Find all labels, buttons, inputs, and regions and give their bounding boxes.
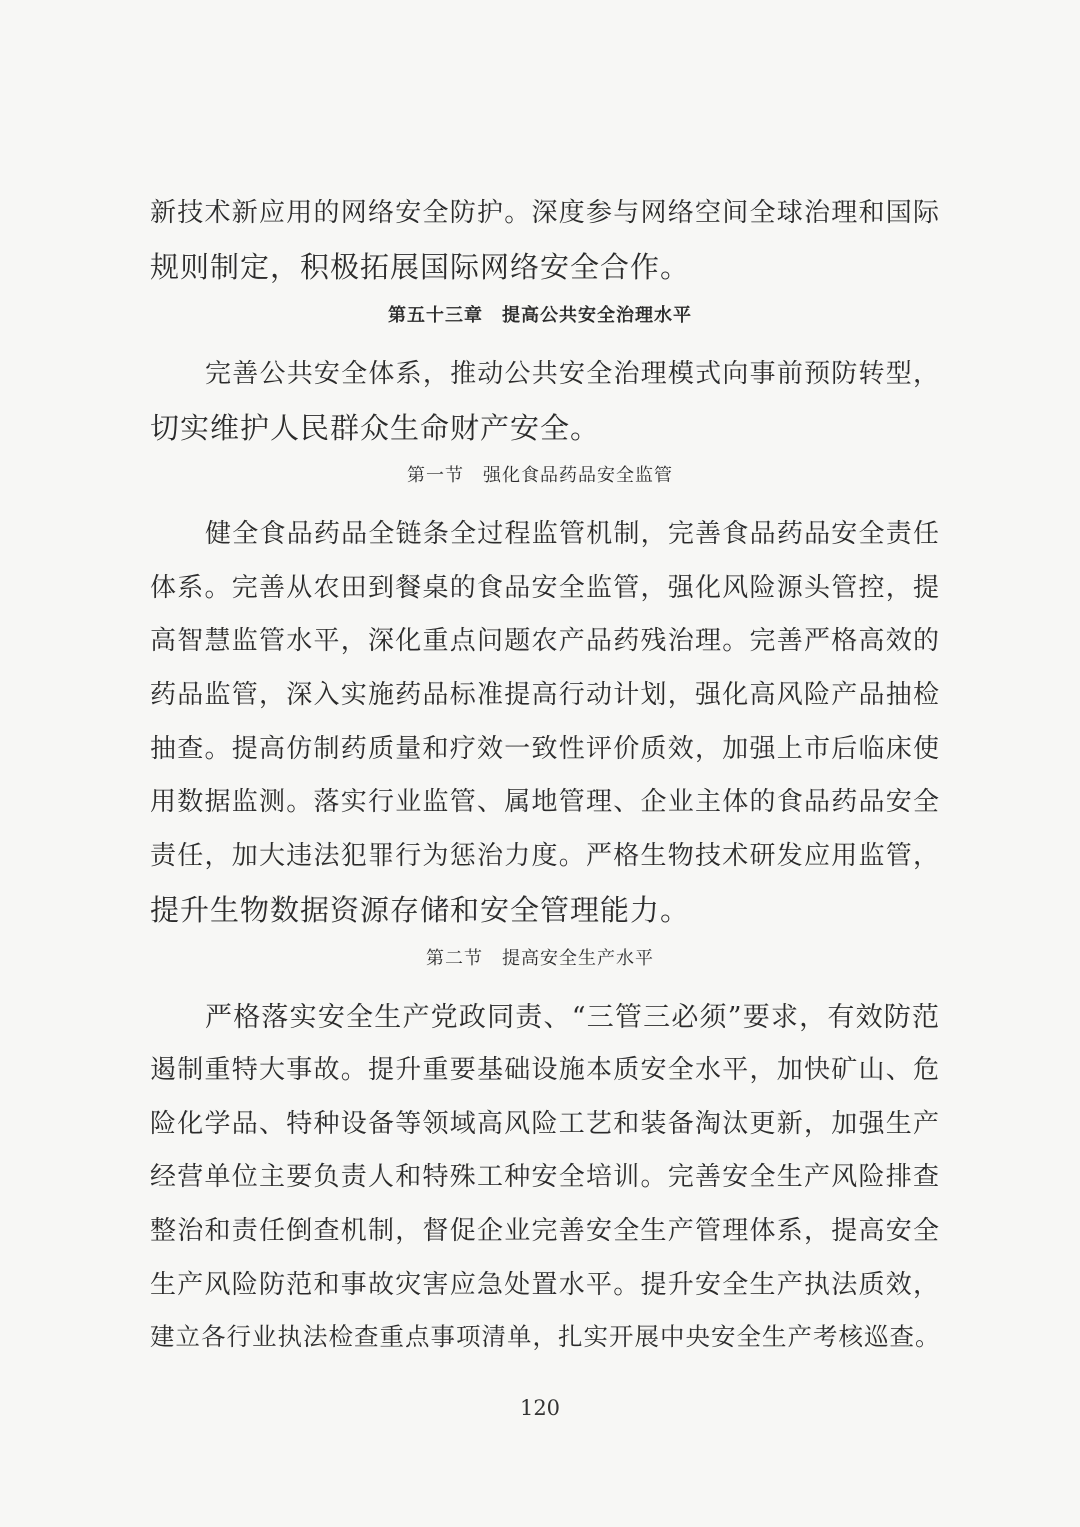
paragraph-line: 新技术新应用的网络安全防护。深度参与网络空间全球治理和国际 <box>150 198 940 228</box>
paragraph-line: 药品监管，深入实施药品标准提高行动计划，强化高风险产品抽检 <box>150 680 940 710</box>
paragraph-line: 体系。完善从农田到餐桌的食品安全监管，强化风险源头管控，提 <box>150 573 940 603</box>
paragraph-line: 切实维护人民群众生命财产安全。 <box>150 411 601 445</box>
paragraph-line: 经营单位主要负责人和特殊工种安全培训。完善安全生产风险排查 <box>150 1162 940 1192</box>
paragraph-line: 责任，加大违法犯罪行为惩治力度。严格生物技术研发应用监管， <box>150 841 940 871</box>
paragraph-line: 整治和责任倒查机制，督促企业完善安全生产管理体系，提高安全 <box>150 1216 940 1246</box>
paragraph-line: 规则制定，积极拓展国际网络安全合作。 <box>150 250 691 284</box>
section-heading: 第一节 强化食品药品安全监管 <box>407 465 673 486</box>
paragraph-line: 健全食品药品全链条全过程监管机制，完善食品药品安全责任 <box>205 519 940 549</box>
paragraph-line: 用数据监测。落实行业监管、属地管理、企业主体的食品药品安全 <box>150 787 940 817</box>
chapter-heading: 第五十三章 提高公共安全治理水平 <box>388 305 692 326</box>
paragraph-line: 严格落实安全生产党政同责、“三管三必须”要求，有效防范 <box>205 1002 940 1033</box>
paragraph-line: 完善公共安全体系，推动公共安全治理模式向事前预防转型， <box>205 359 940 389</box>
page-number: 120 <box>519 1396 561 1420</box>
paragraph-line: 抽查。提高仿制药质量和疗效一致性评价质效，加强上市后临床使 <box>150 734 940 764</box>
paragraph-line: 提升生物数据资源存储和安全管理能力。 <box>150 893 691 927</box>
paragraph-line: 遏制重特大事故。提升重要基础设施本质安全水平，加快矿山、危 <box>150 1055 940 1085</box>
section-heading: 第二节 提高安全生产水平 <box>426 948 654 969</box>
paragraph-line: 生产风险防范和事故灾害应急处置水平。提升安全生产执法质效， <box>150 1270 940 1300</box>
paragraph-line: 险化学品、特种设备等领域高风险工艺和装备淘汰更新，加强生产 <box>150 1109 940 1139</box>
paragraph-line: 建立各行业执法检查重点事项清单，扎实开展中央安全生产考核巡查。 <box>150 1322 941 1351</box>
paragraph-line: 高智慧监管水平，深化重点问题农产品药残治理。完善严格高效的 <box>150 626 940 656</box>
